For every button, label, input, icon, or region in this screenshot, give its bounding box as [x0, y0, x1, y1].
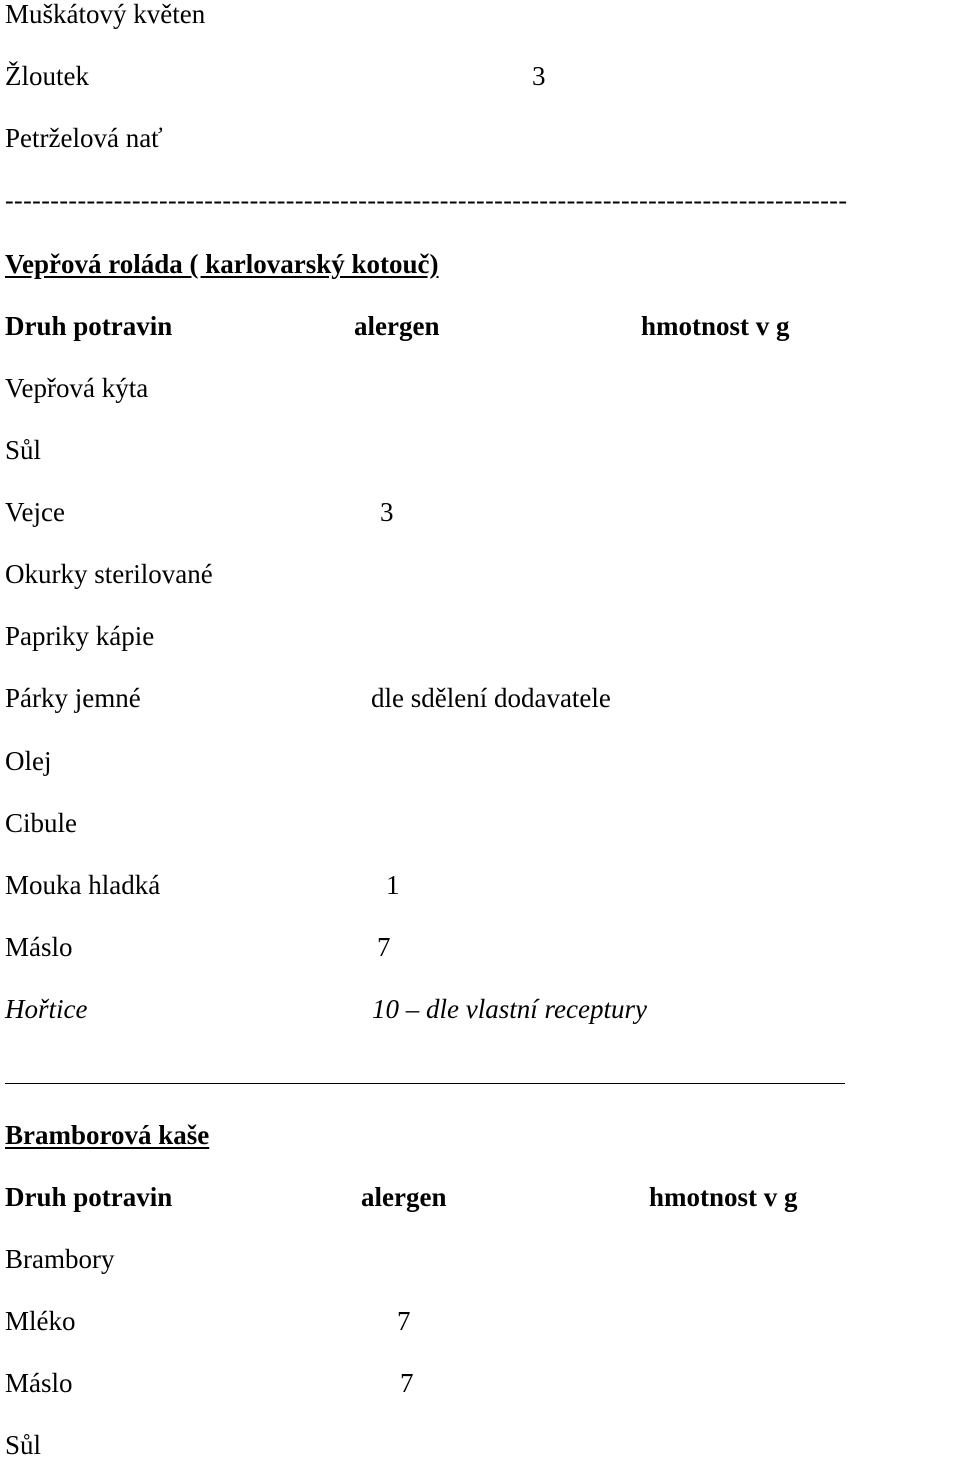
column-header-food: Druh potravin: [5, 1182, 173, 1212]
ingredient-name: Žloutek: [5, 61, 89, 91]
ingredient-allergen: 3: [532, 61, 546, 91]
ingredient-name: Sůl: [5, 1430, 42, 1460]
column-header-weight: hmotnost v g: [649, 1182, 798, 1212]
column-header-allergen: alergen: [361, 1182, 447, 1212]
ingredient-name: Brambory: [5, 1244, 115, 1274]
ingredient-name: Máslo: [5, 1368, 73, 1398]
recipe-title: Vepřová roláda ( karlovarský kotouč): [5, 249, 439, 279]
ingredient-name: Muškátový květen: [5, 0, 206, 29]
column-header-weight: hmotnost v g: [641, 311, 790, 341]
ingredient-name: Mouka hladká: [5, 870, 161, 900]
ingredient-allergen: 7: [400, 1368, 414, 1398]
ingredient-name: Vejce: [5, 497, 65, 527]
ingredient-allergen: 1: [386, 870, 400, 900]
ingredient-name: Párky jemné: [5, 683, 141, 713]
column-header-food: Druh potravin: [5, 311, 173, 341]
ingredient-name: Hořtice: [5, 994, 88, 1024]
ingredient-allergen: 3: [380, 497, 394, 527]
ingredient-name: Vepřová kýta: [5, 373, 149, 403]
ingredient-name: Máslo: [5, 932, 73, 962]
ingredient-name: Cibule: [5, 808, 77, 838]
recipe-title: Bramborová kaše: [5, 1120, 210, 1150]
ingredient-allergen: dle sdělení dodavatele: [371, 683, 611, 713]
ingredient-allergen: 7: [377, 932, 391, 962]
ingredient-allergen: 7: [397, 1306, 411, 1336]
ingredient-name: Okurky sterilované: [5, 559, 213, 589]
ingredient-allergen: 10 – dle vlastní receptury: [372, 994, 647, 1024]
column-header-allergen: alergen: [354, 311, 440, 341]
dashed-separator: ---------------------------------------------------------------------------------------------: [5, 186, 848, 215]
horizontal-rule: [5, 1083, 845, 1084]
ingredient-name: Olej: [5, 746, 52, 776]
ingredient-name: Sůl: [5, 435, 42, 465]
ingredient-name: Mléko: [5, 1306, 76, 1336]
ingredient-name: Papriky kápie: [5, 621, 155, 651]
ingredient-name: Petrželová nať: [5, 123, 163, 153]
